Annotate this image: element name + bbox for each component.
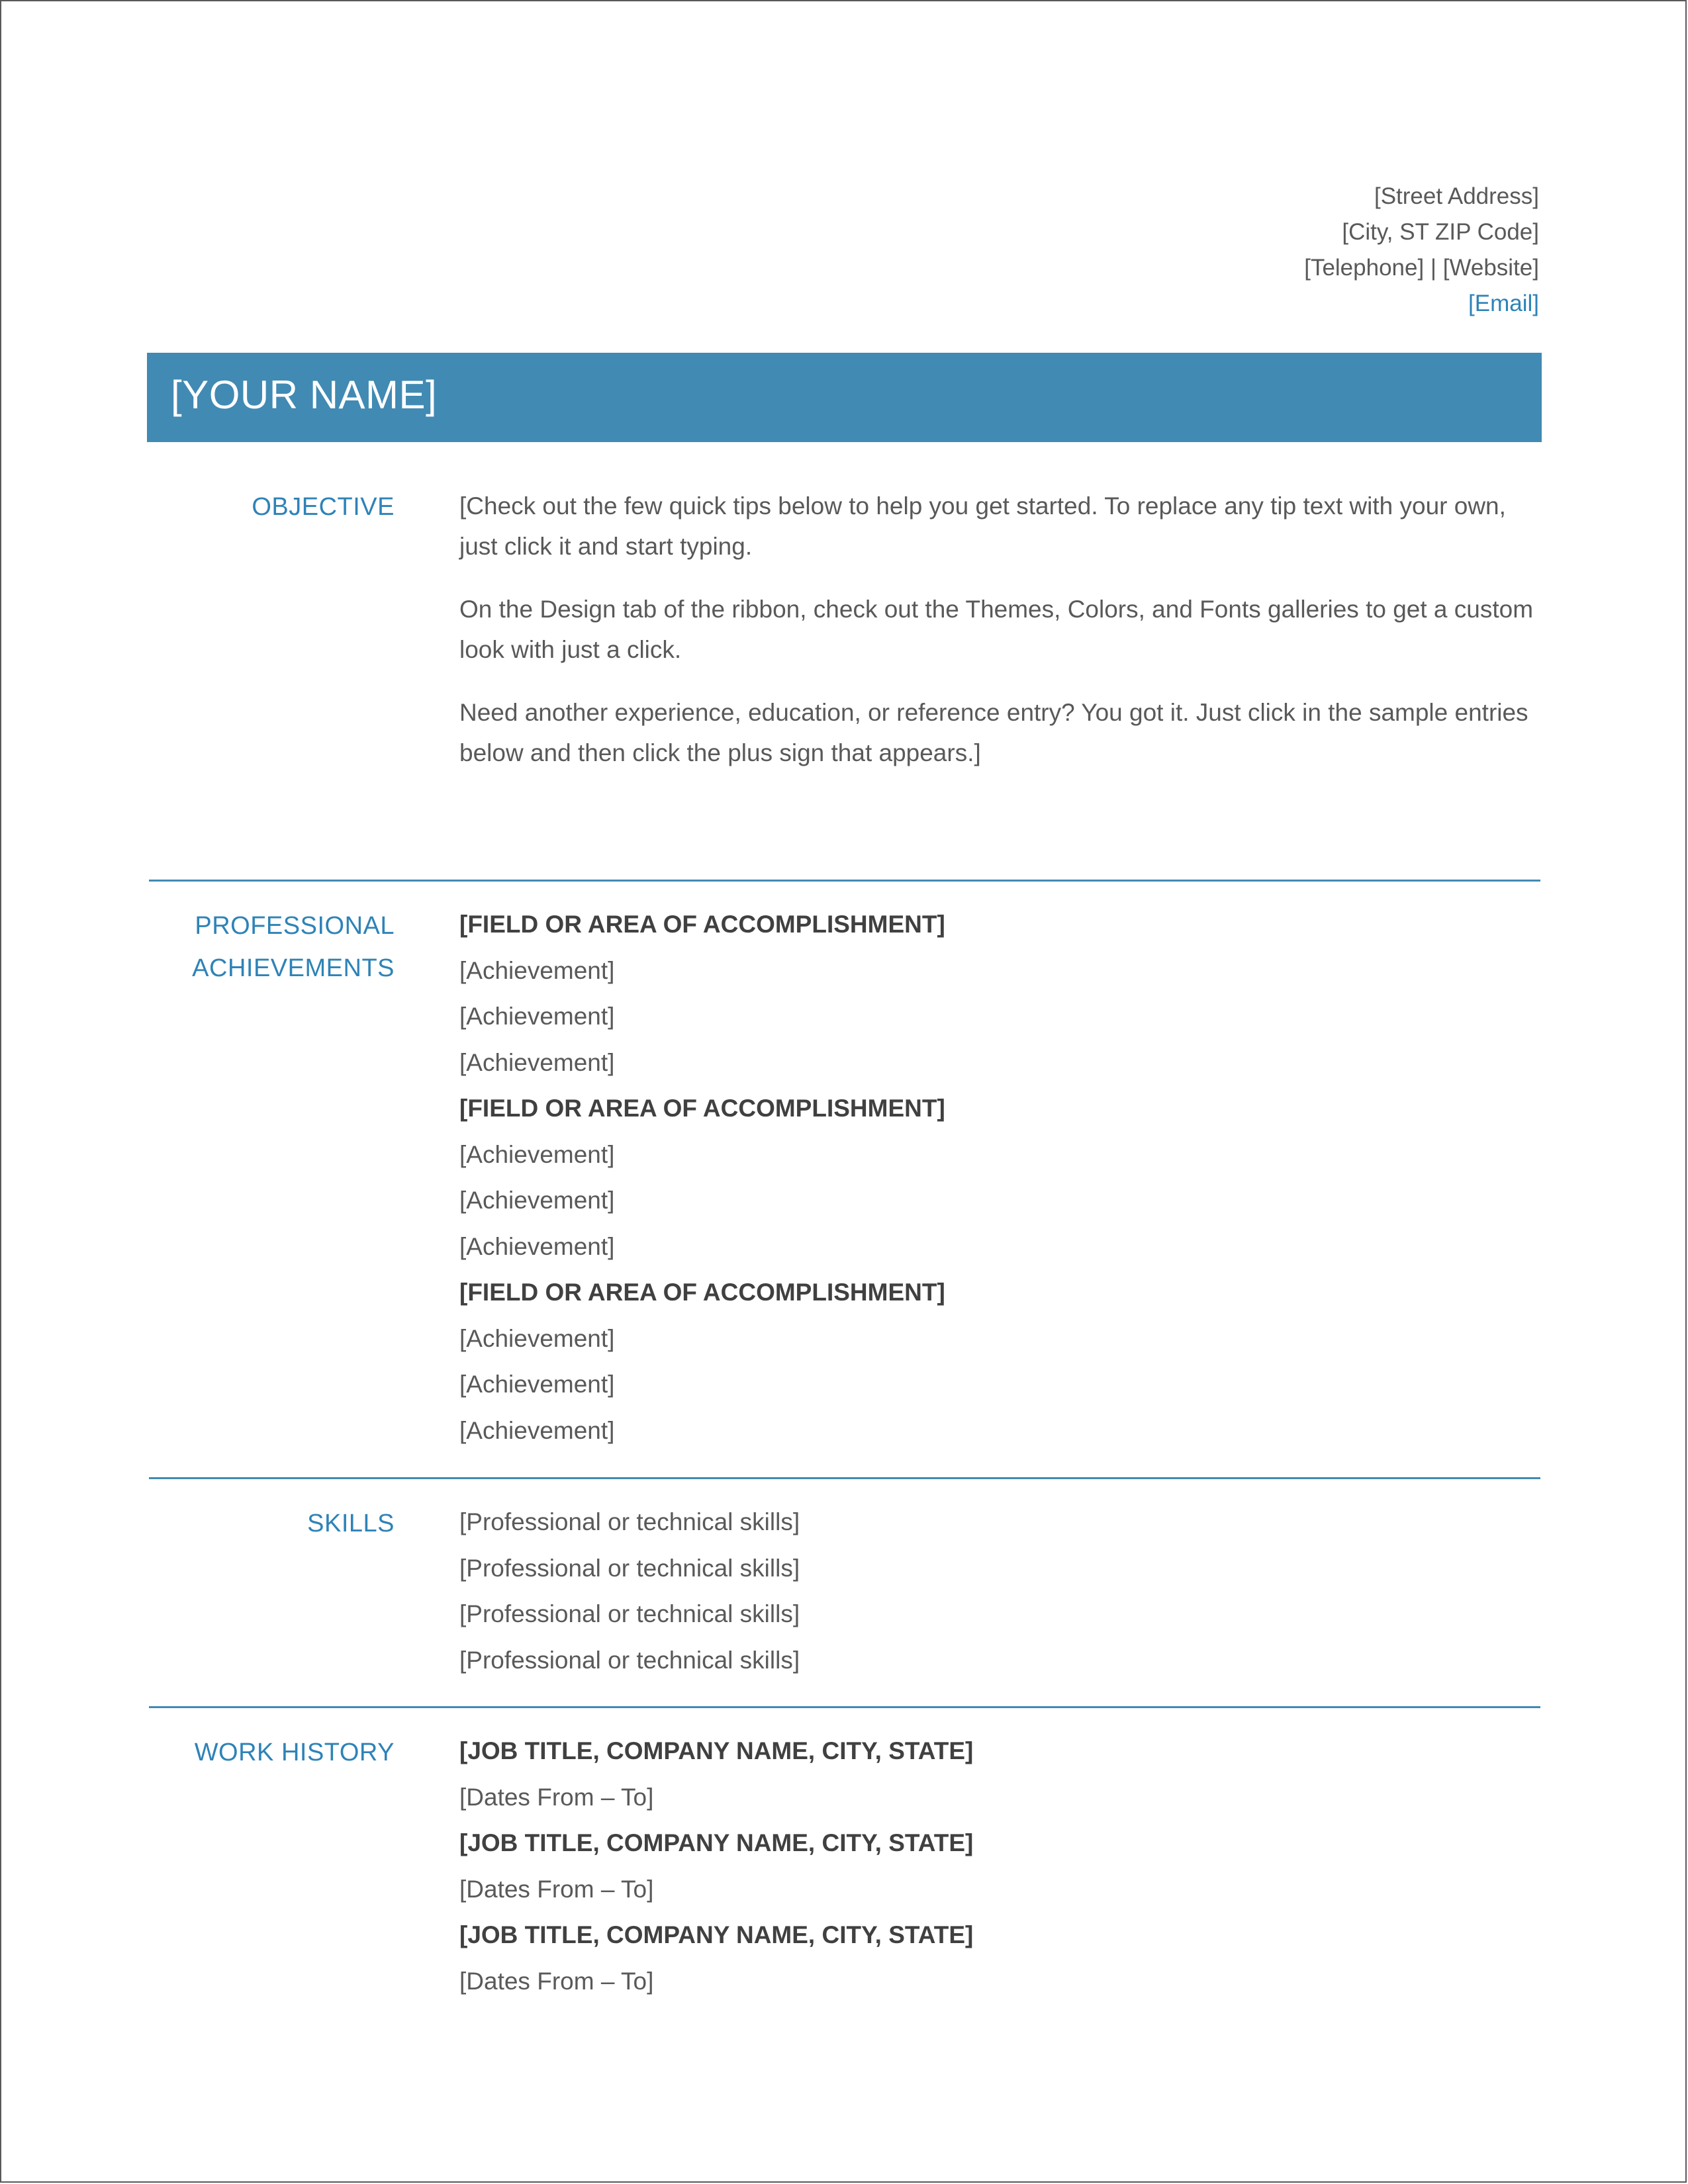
work-history-body	[459, 1728, 1542, 2004]
achievement-item[interactable]: [Achievement]	[459, 1416, 615, 1444]
job-dates[interactable]: [Dates From – To]	[459, 1875, 654, 1903]
skill-item[interactable]: [Professional or technical skills]	[459, 1646, 800, 1674]
job-title[interactable]: [JOB TITLE, COMPANY NAME, CITY, STATE]	[459, 1829, 974, 1856]
achievements-label-line: PROFESSIONAL	[195, 912, 395, 940]
achievement-item[interactable]: [Achievement]	[459, 1003, 615, 1030]
telephone-website[interactable]: [Telephone] | [Website]	[1304, 255, 1539, 281]
street-address[interactable]: [Street Address]	[1374, 183, 1539, 209]
objective-paragraph[interactable]: [Check out the few quick tips below to help you get started. To replace any tip text with your own, just click it and start typing.	[459, 492, 1506, 560]
skills-body	[459, 1499, 1542, 1683]
section-divider	[149, 1477, 1540, 1479]
accomplishment-field[interactable]: [FIELD OR AREA OF ACCOMPLISHMENT]	[459, 1279, 945, 1306]
achievement-item[interactable]: [Achievement]	[459, 1371, 615, 1398]
work-history-label: WORK HISTORY	[194, 1739, 395, 1766]
job-title[interactable]: [JOB TITLE, COMPANY NAME, CITY, STATE]	[459, 1921, 974, 1948]
job-title[interactable]: [JOB TITLE, COMPANY NAME, CITY, STATE]	[459, 1737, 974, 1764]
section-divider	[149, 880, 1540, 882]
achievements-body	[459, 901, 1542, 1453]
achievements-label	[192, 905, 395, 989]
job-dates[interactable]: [Dates From – To]	[459, 1967, 654, 1995]
achievements-label-line: ACHIEVEMENTS	[192, 954, 395, 982]
city-state-zip[interactable]: [City, ST ZIP Code]	[1342, 219, 1539, 245]
job-dates[interactable]: [Dates From – To]	[459, 1783, 654, 1811]
objective-paragraph[interactable]: Need another experience, education, or reference entry? You got it. Just click in the sample entries below and then click the plus sign that appears.]	[459, 699, 1528, 766]
achievement-item[interactable]: [Achievement]	[459, 1140, 615, 1168]
achievement-item[interactable]: [Achievement]	[459, 1187, 615, 1214]
name-banner	[147, 353, 1542, 442]
objective-paragraph[interactable]: On the Design tab of the ribbon, check out the Themes, Colors, and Fonts galleries to get a custom look with just a click.	[459, 596, 1534, 663]
achievement-item[interactable]: [Achievement]	[459, 1324, 615, 1352]
accomplishment-field[interactable]: [FIELD OR AREA OF ACCOMPLISHMENT]	[459, 911, 945, 938]
skill-item[interactable]: [Professional or technical skills]	[459, 1600, 800, 1627]
section-divider	[149, 1706, 1540, 1708]
contact-info	[1304, 179, 1539, 322]
skills-label: SKILLS	[307, 1510, 395, 1537]
skill-item[interactable]: [Professional or technical skills]	[459, 1508, 800, 1535]
email-link[interactable]: [Email]	[1468, 291, 1539, 316]
accomplishment-field[interactable]: [FIELD OR AREA OF ACCOMPLISHMENT]	[459, 1095, 945, 1122]
objective-label: OBJECTIVE	[252, 493, 395, 521]
skill-item[interactable]: [Professional or technical skills]	[459, 1554, 800, 1582]
achievement-item[interactable]: [Achievement]	[459, 1232, 615, 1260]
objective-body	[459, 486, 1542, 796]
achievement-item[interactable]: [Achievement]	[459, 1048, 615, 1076]
your-name[interactable]: [YOUR NAME]	[171, 373, 438, 417]
achievement-item[interactable]: [Achievement]	[459, 956, 615, 984]
